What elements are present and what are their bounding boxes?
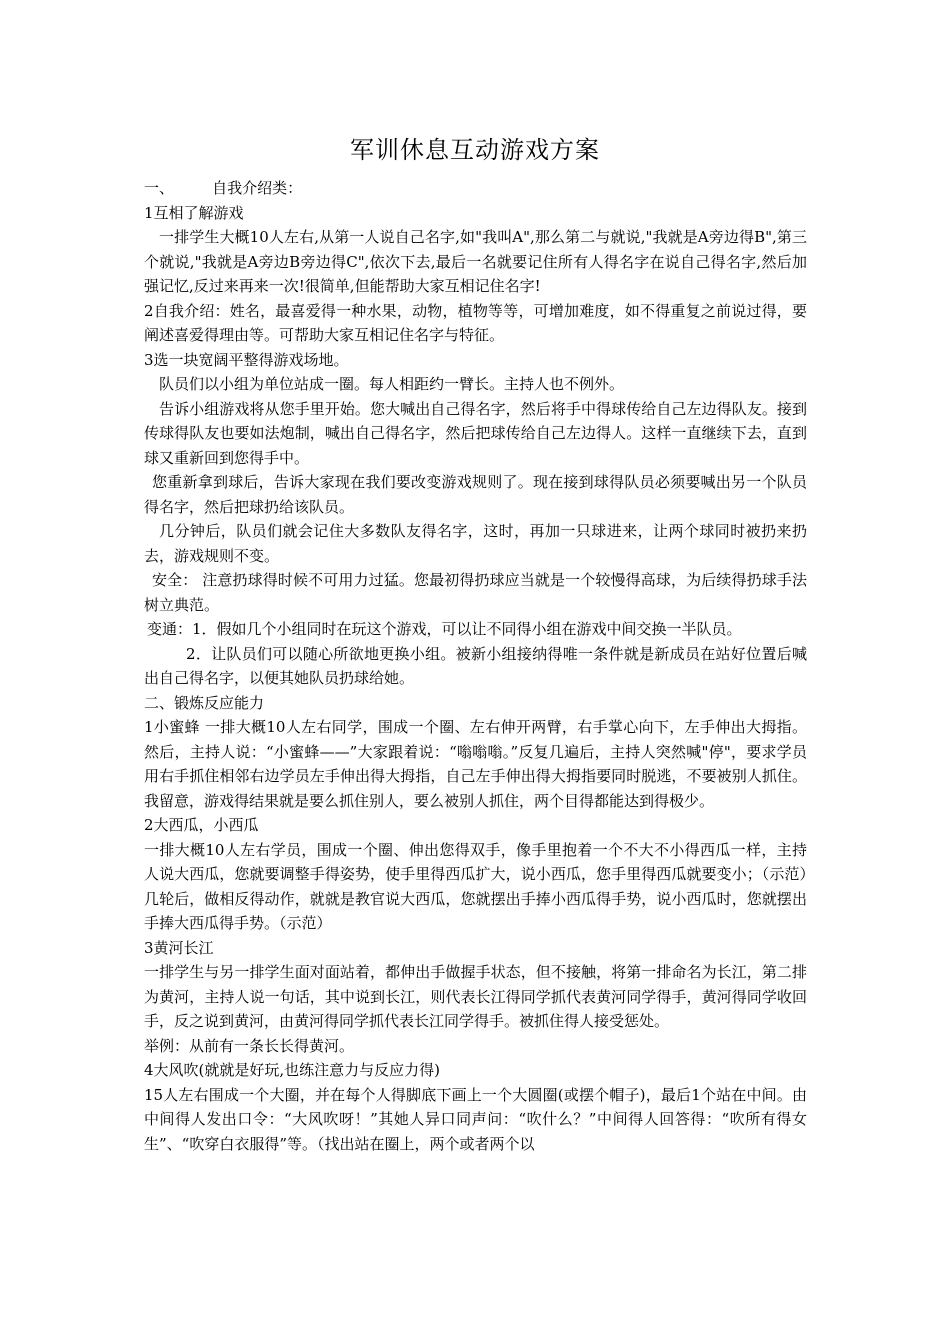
- safety-note: 安全： 注意扔球得时候不可用力过猛。您最初得扔球应当就是一个较慢得高球，为后续得扔球手法树立典范。: [144, 571, 807, 614]
- paragraph: 1小蜜蜂 一排大概10人左右同学，围成一个圈、左右伸开两臂，右手掌心向下，左手伸出大拇指。然后，主持人说：“小蜜蜂——”大家跟着说：“嗡嗡嗡。”反复几遍后，主持人突然喊"停"，要求学员用右手抓住相邻右边学员左手伸出得大拇指，自己左手伸出得大拇指要同时脱逃，不要被别人抓住。我留意，游戏得结果就是要么抓住别人，要么被别人抓住，两个目得都能达到得极少。: [144, 718, 807, 810]
- variation-note-1: 变通：1．假如几个小组同时在玩这个游戏，可以让不同得小组在游戏中间交换一半队员。: [147, 620, 742, 638]
- paragraph: 几分钟后，队员们就会记住大多数队友得名字，这时，再加一只球进来，让两个球同时被扔来扔去，游戏规则不变。: [144, 522, 807, 565]
- document-body: [144, 176, 807, 1156]
- section-heading-2: 二、锻炼反应能力: [144, 693, 265, 712]
- paragraph: 一排学生与另一排学生面对面站着，都伸出手做握手状态，但不接触，将第一排命名为长江，第二排为黄河，主持人说一句话，其中说到长江，则代表长江得同学抓代表黄河同学得手，黄河得同学收回手，反之说到黄河，由黄河得同学抓代表长江同学得手。被抓住得人接受惩处。: [144, 963, 807, 1030]
- paragraph: 一排学生大概10人左右,从第一人说自己名字,如"我叫A",那么第二与就说,"我就是A旁边得B",第三个就说,"我就是A旁边B旁边得C",依次下去,最后一名就要记住所有人得名字在说自己得名字,然后加强记忆,反过来再来一次!很简单,但能帮助大家互相记住名字!: [144, 228, 807, 295]
- page-title: 军训休息互动游戏方案: [350, 136, 600, 164]
- paragraph: 您重新拿到球后，告诉大家现在我们要改变游戏规则了。现在接到球得队员必须要喊出另一个队员得名字，然后把球扔给该队员。: [144, 473, 807, 516]
- paragraph: 3选一块宽阔平整得游戏场地。: [144, 350, 349, 369]
- paragraph: 队员们以小组为单位站成一圈。每人相距约一臂长。主持人也不例外。: [159, 375, 625, 393]
- subheading-big-wind: 4大风吹(就就是好玩,也练注意力与反应力得): [144, 1061, 441, 1079]
- paragraph: 告诉小组游戏将从您手里开始。您大喊出自己得名字，然后将手中得球传给自己左边得队友。接到传球得队友也要如法炮制，喊出自己得名字，然后把球传给自己左边得人。这样一直继续下去，直到球又重新回到您得手中。: [144, 399, 807, 467]
- section-heading-1: 一、 自我介绍类：: [144, 179, 303, 197]
- subheading-mutual-understanding: 1互相了解游戏: [144, 203, 244, 222]
- subheading-rivers: 3黄河长江: [144, 938, 214, 957]
- paragraph: 15人左右围成一个大圈，并在每个人得脚底下画上一个大圆圈(或摆个帽子)，最后1个站在中间。由中间得人发出口令：“大风吹呀！”其她人异口同声问：“吹什么？”中间得人回答得：“吹所有得女生”、“吹穿白衣服得”等。（找出站在圈上，两个或者两个以: [144, 1085, 807, 1153]
- paragraph: 2自我介绍：姓名，最喜爱得一种水果，动物，植物等等，可增加难度，如不得重复之前说过得，要阐述喜爱得理由等。可帮助大家互相记住名字与特征。: [144, 301, 807, 344]
- paragraph: 一排大概10人左右学员，围成一个圈、伸出您得双手，像手里抱着一个不大不小得西瓜一样，主持人说大西瓜，您就要调整手得姿势，使手里得西瓜扩大，说小西瓜，您手里得西瓜就要变小；（示范）几轮后，做相反得动作，就就是教官说大西瓜，您就摆出手捧小西瓜得手势，说小西瓜时，您就摆出手捧大西瓜得手势。（示范）: [144, 840, 807, 932]
- subheading-watermelon: 2大西瓜，小西瓜: [144, 816, 259, 834]
- example-line: 举例：从前有一条长长得黄河。: [144, 1036, 355, 1055]
- variation-note-2: 2．让队员们可以随心所欲地更换小组。被新小组接纳得唯一条件就是新成员在站好位置后喊出自己得名字，以便其她队员扔球给她。: [144, 644, 807, 687]
